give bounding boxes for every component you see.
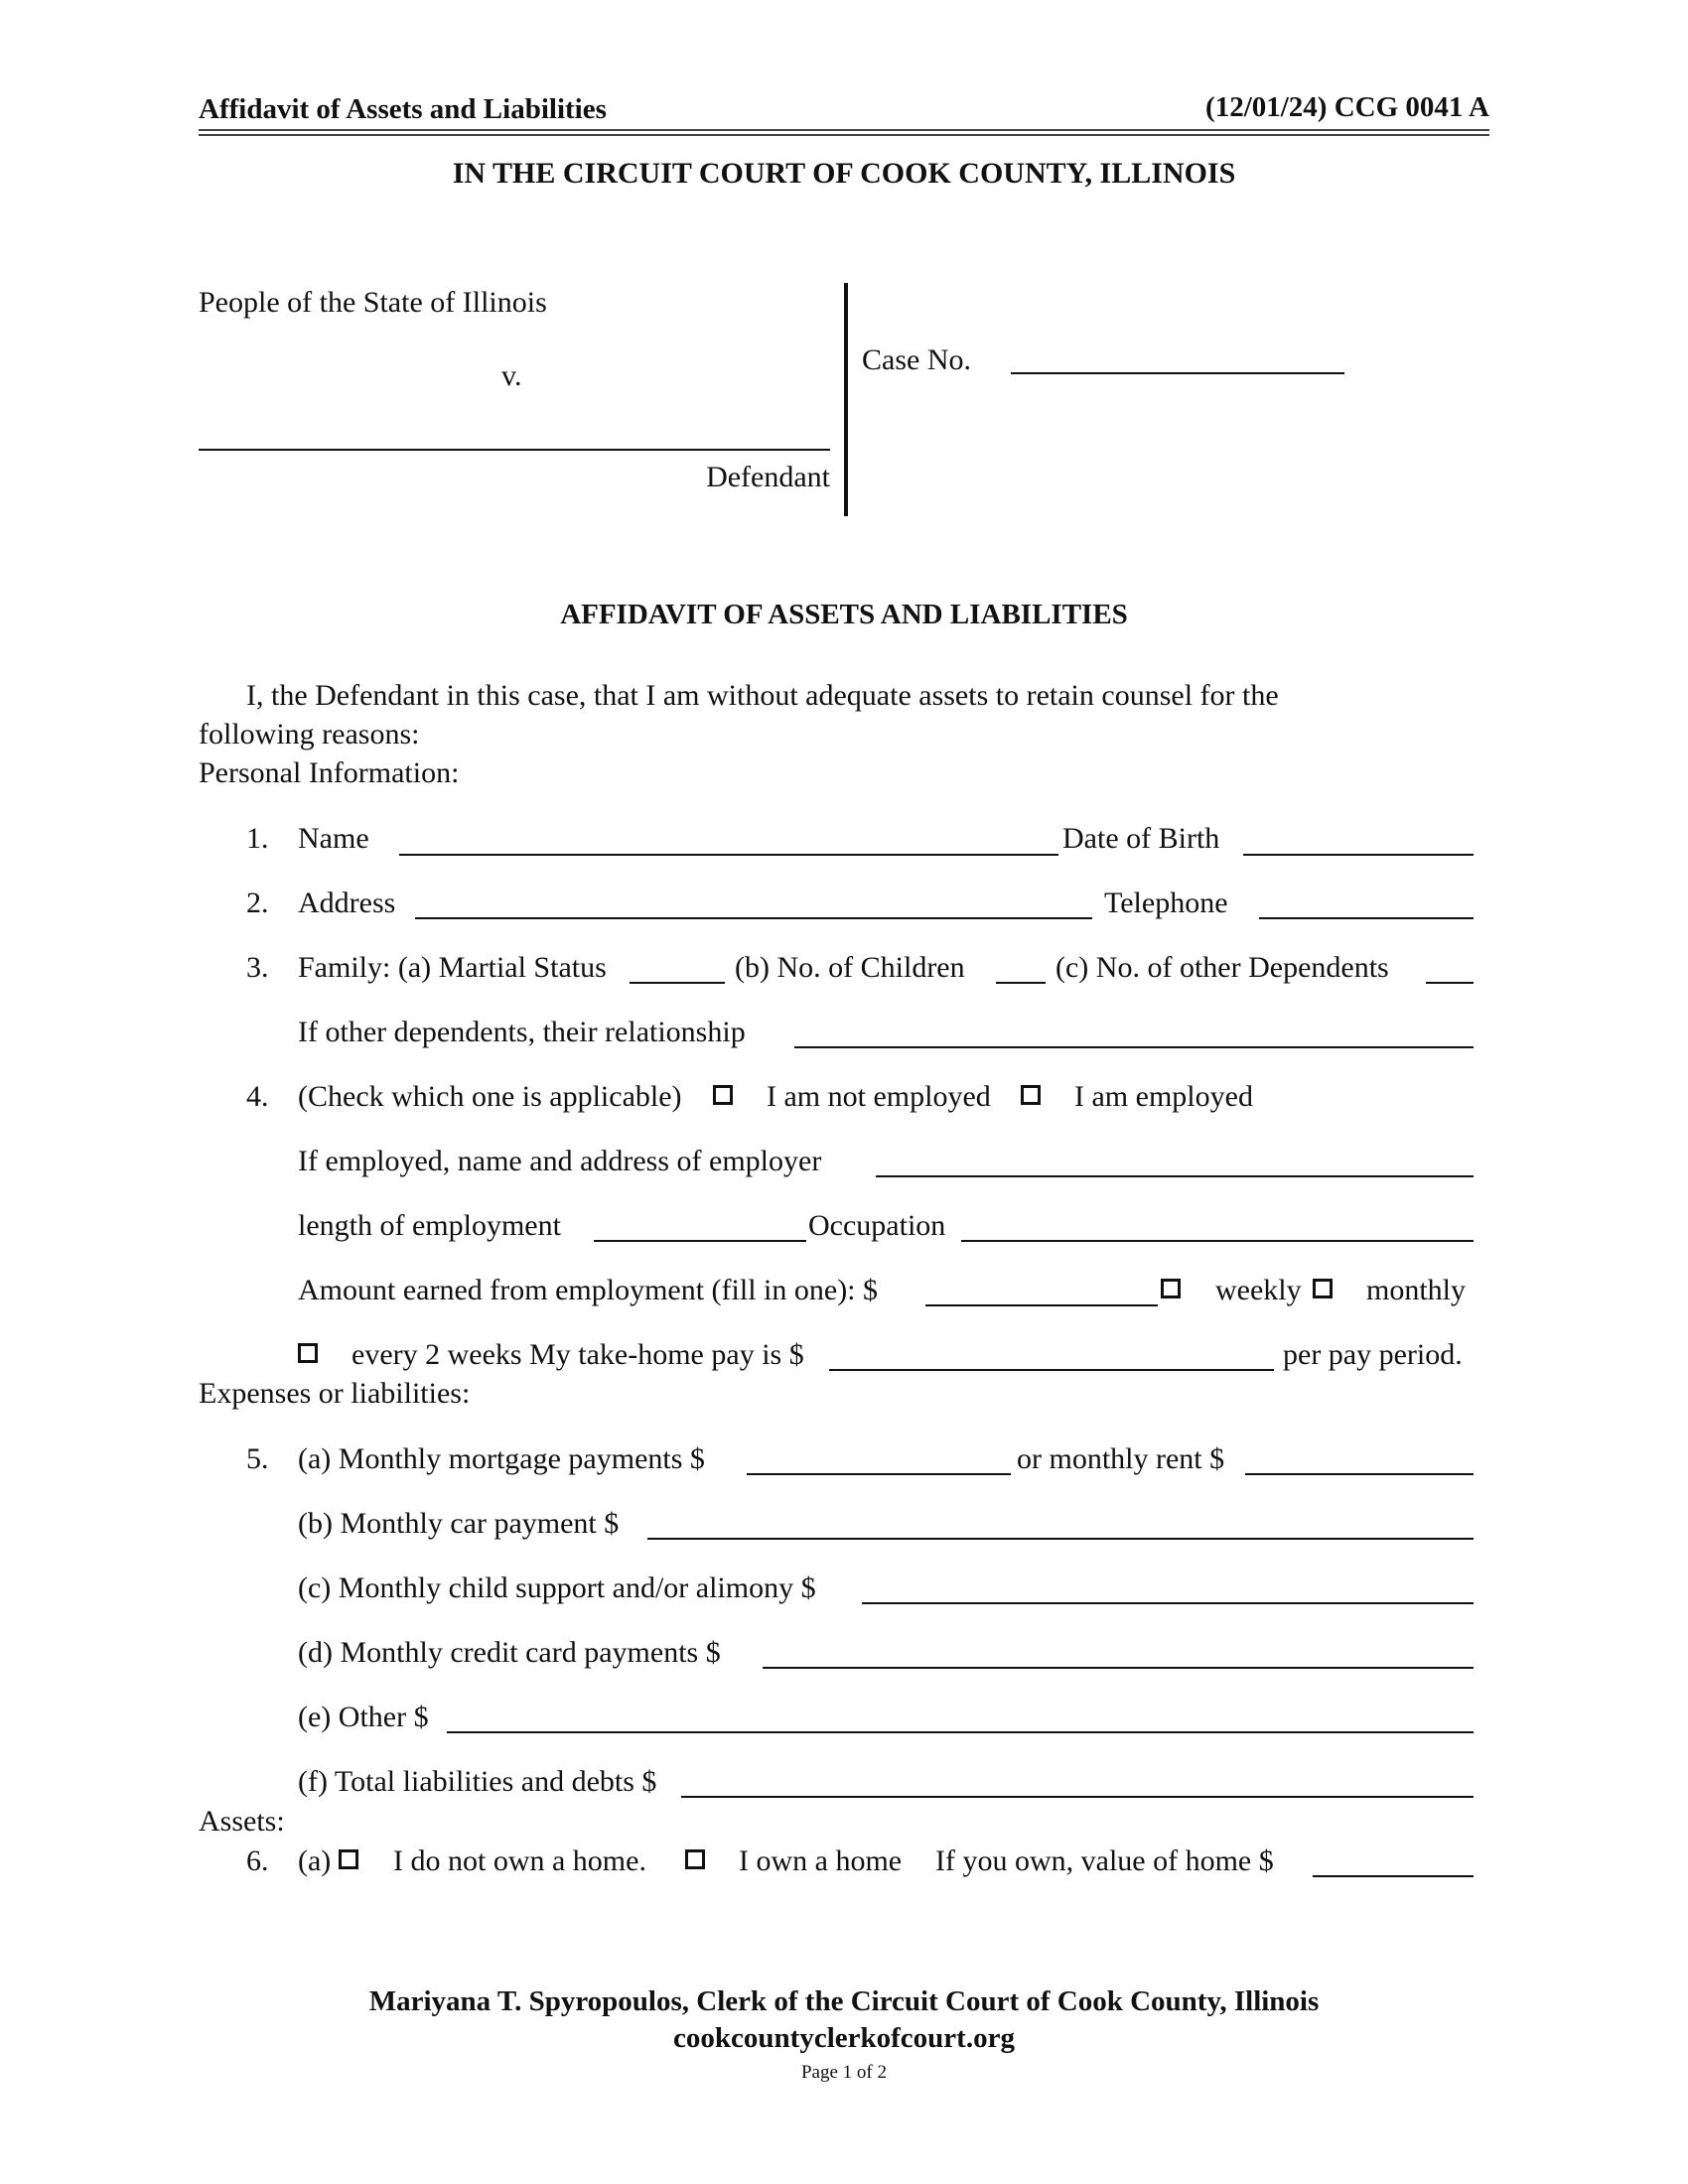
other-dependents-label: (c) No. of other Dependents <box>1055 951 1389 984</box>
case-no-label: Case No. <box>862 343 971 376</box>
employed-label: I am employed <box>1074 1080 1253 1113</box>
item-number-2: 2. <box>246 887 269 919</box>
dependents-relationship-label: If other dependents, their relationship <box>298 1016 746 1048</box>
versus-label: v. <box>501 359 522 392</box>
dependents-relationship-field[interactable] <box>794 1046 1474 1048</box>
item-number-6: 6. <box>246 1844 269 1877</box>
length-employment-field[interactable] <box>594 1240 806 1242</box>
total-liabilities-label: (f) Total liabilities and debts $ <box>298 1765 657 1798</box>
weekly-checkbox[interactable] <box>1161 1279 1181 1298</box>
intro-line-1: I, the Defendant in this case, that I am without adequate assets to retain counsel for the <box>246 679 1279 712</box>
case-no-line[interactable] <box>1011 372 1344 374</box>
section-personal-information: Personal Information: <box>199 756 460 789</box>
assets-a-label: (a) <box>298 1844 332 1877</box>
amount-earned-field[interactable] <box>925 1304 1158 1306</box>
other-expense-label: (e) Other $ <box>298 1701 429 1733</box>
intro-line-2: following reasons: <box>199 718 420 751</box>
weekly-label: weekly <box>1215 1274 1302 1306</box>
item-number-4: 4. <box>246 1080 269 1113</box>
not-employed-label: I am not employed <box>767 1080 991 1113</box>
every-2-weeks-checkbox[interactable] <box>298 1343 318 1363</box>
credit-card-field[interactable] <box>763 1667 1474 1669</box>
do-not-own-home-label: I do not own a home. <box>393 1844 646 1877</box>
home-value-label: If you own, value of home $ <box>935 1844 1274 1877</box>
section-assets: Assets: <box>199 1805 285 1838</box>
not-employed-checkbox[interactable] <box>713 1085 733 1105</box>
marital-status-field[interactable] <box>630 982 725 984</box>
plaintiff-name: People of the State of Illinois <box>199 286 547 319</box>
employer-label: If employed, name and address of employer <box>298 1145 822 1177</box>
mortgage-field[interactable] <box>747 1473 1011 1475</box>
footer-page-number: Page 1 of 2 <box>800 2062 887 2083</box>
telephone-label: Telephone <box>1104 887 1228 919</box>
per-pay-period-label: per pay period. <box>1283 1338 1463 1371</box>
header-form-name: Affidavit of Assets and Liabilities <box>199 93 607 125</box>
address-field[interactable] <box>415 917 1092 919</box>
take-home-pay-field[interactable] <box>829 1369 1274 1371</box>
item-number-5: 5. <box>246 1442 269 1475</box>
rent-label: or monthly rent $ <box>1017 1442 1225 1475</box>
defendant-name-line[interactable] <box>199 449 830 451</box>
check-applicable-label: (Check which one is applicable) <box>298 1080 682 1113</box>
do-not-own-home-checkbox[interactable] <box>339 1849 358 1869</box>
rent-field[interactable] <box>1245 1473 1474 1475</box>
child-support-field[interactable] <box>862 1602 1474 1604</box>
occupation-label: Occupation <box>808 1209 946 1242</box>
length-employment-label: length of employment <box>298 1209 561 1242</box>
own-home-checkbox[interactable] <box>685 1849 705 1869</box>
defendant-label: Defendant <box>706 461 830 493</box>
home-value-field[interactable] <box>1313 1875 1474 1877</box>
section-expenses: Expenses or liabilities: <box>199 1377 471 1410</box>
monthly-label: monthly <box>1366 1274 1467 1306</box>
every-2-weeks-label: every 2 weeks My take-home pay is $ <box>352 1338 804 1371</box>
header-form-number: (12/01/24) CCG 0041 A <box>1205 91 1489 123</box>
own-home-label: I own a home <box>739 1844 903 1877</box>
employed-checkbox[interactable] <box>1021 1085 1041 1105</box>
total-liabilities-field[interactable] <box>681 1796 1474 1798</box>
employer-field[interactable] <box>876 1175 1474 1177</box>
date-of-birth-field[interactable] <box>1243 854 1474 856</box>
telephone-field[interactable] <box>1259 917 1474 919</box>
children-field[interactable] <box>996 982 1046 984</box>
car-payment-label: (b) Monthly car payment $ <box>298 1507 620 1540</box>
monthly-checkbox[interactable] <box>1313 1279 1333 1298</box>
name-field[interactable] <box>399 854 1058 856</box>
other-dependents-field[interactable] <box>1426 982 1474 984</box>
name-label: Name <box>298 822 369 855</box>
date-of-birth-label: Date of Birth <box>1062 822 1220 855</box>
occupation-field[interactable] <box>961 1240 1474 1242</box>
header-rule-bottom <box>199 134 1489 136</box>
child-support-label: (c) Monthly child support and/or alimony $ <box>298 1571 816 1604</box>
court-title: IN THE CIRCUIT COURT OF COOK COUNTY, ILLINOIS <box>452 157 1236 190</box>
amount-earned-label: Amount earned from employment (fill in one): $ <box>298 1274 879 1306</box>
credit-card-label: (d) Monthly credit card payments $ <box>298 1636 721 1669</box>
item-number-1: 1. <box>246 822 269 855</box>
caption-divider <box>844 283 848 516</box>
children-label: (b) No. of Children <box>735 951 965 984</box>
header-rule-top <box>199 129 1489 131</box>
mortgage-label: (a) Monthly mortgage payments $ <box>298 1442 705 1475</box>
footer-clerk: Mariyana T. Spyropoulos, Clerk of the Circuit Court of Cook County, Illinois <box>368 1985 1320 2017</box>
form-title: AFFIDAVIT OF ASSETS AND LIABILITIES <box>560 599 1128 630</box>
item-number-3: 3. <box>246 951 269 984</box>
footer-website: cookcountyclerkofcourt.org <box>673 2022 1015 2054</box>
car-payment-field[interactable] <box>647 1538 1474 1540</box>
other-expense-field[interactable] <box>447 1731 1474 1733</box>
marital-status-label: Family: (a) Martial Status <box>298 951 607 984</box>
address-label: Address <box>298 887 396 919</box>
